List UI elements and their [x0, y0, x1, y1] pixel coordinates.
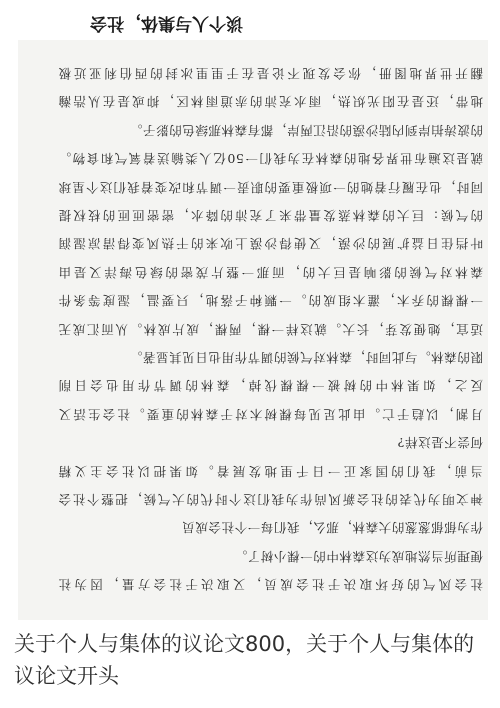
essay-title: 谈个人与集体，社会 — [90, 13, 243, 33]
essay-line: 便理所当然地成为这森林中的一棵小树了。 — [234, 548, 483, 564]
essay-line: 叶挡住日益扩展的沙漠，又使得沙漠上吹来的干热风变得清凉湿润 — [58, 236, 483, 252]
essay-line: 适宜，她便发芽，长大。就这样一棵，两棵，成片成林。从而汇成无 — [58, 321, 483, 337]
essay-line: 同时，也在履行着她的一项极重要的职责一调节和改变着我们这个星球 — [58, 179, 483, 195]
essay-line: 翻开世界地图册，你会发现不论是在于里里冰封的西伯利亚近极 — [58, 66, 483, 81]
essay-line: 的波涛拍岸到内陆沙漠的沿江两岸，都有森林那绿色的影子。 — [129, 122, 483, 138]
essay-line: 何尝不是这样? — [397, 435, 483, 451]
essay-line: 一棵棵的乔木，灌木组成的。一颗种子落地，只要温，湿度等条件 — [58, 293, 483, 309]
article-caption: 关于个人与集体的议论文800，关于个人与集体的议论文开头 — [14, 632, 475, 688]
essay-line: 社会风气的好坏取决于社会成员，又取决于社会方量，因为社 — [58, 577, 483, 593]
essay-line: 限的森林。与此同时，森林对气候的调节作用也日见其显著。 — [129, 350, 483, 365]
scanned-essay-image — [18, 13, 488, 620]
essay-line: 的气候：巨大的森林蒸发量带来了充沛的降水，密密匝匝的枝权提 — [58, 208, 483, 223]
essay-line: 月割，以趋于亡。由此足见每棵树木对于森林的重要。社会生活又 — [58, 406, 483, 422]
essay-line: 地带，还是在阳光炽热，雨水充沛的赤道雨林区，抑或是在从浩瀚 — [58, 94, 483, 110]
essay-line: 神文明为代表的社会新风尚作为我们这个时代的大气候，把整个社会 — [58, 492, 483, 507]
scanned-essay-content — [58, 13, 483, 620]
essay-line: 就是这遍布世界各地的森林在为我们一50亿人类输送着氧气和食物。 — [58, 151, 483, 167]
essay-line: 作为郁郁葱葱的大森林，那么，我们每一个社会成员 — [181, 520, 483, 536]
essay-line: 当前，我们的国家正一日千里地发展着。如果把以社会主义精 — [58, 463, 483, 479]
essay-line: 森林对气候的影响是巨大的，而那一整片茂密的绿色海洋又是由 — [58, 264, 483, 280]
essay-line: 反之，如果林中的树被一棵棵伐掉，森林的调节作用也会日削 — [58, 378, 483, 394]
